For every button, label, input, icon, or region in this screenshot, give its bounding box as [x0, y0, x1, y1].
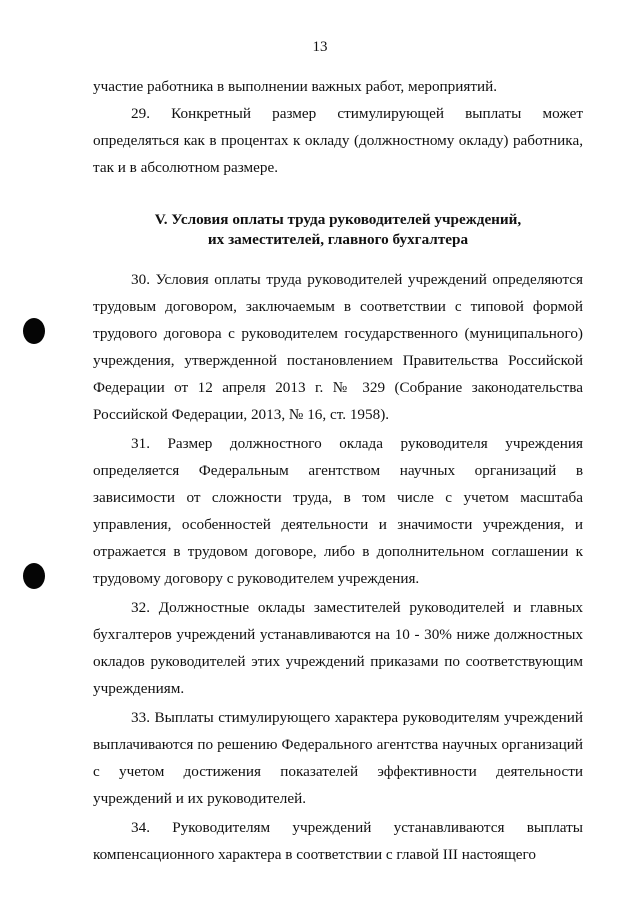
hole-punch-mark-top [23, 318, 45, 344]
section-body [93, 266, 583, 868]
section-heading-line-1: V. Условия оплаты труда руководителей учреждений, [154, 211, 522, 228]
paragraph-33: 33. Выплаты стимулирующего характера руководителям учреждений выплачиваются по решению Федерального агентства научных организаций с учетом достижения показателей эффективности деятельности учреждений и их руководителей. [93, 709, 583, 807]
intro-block [93, 73, 583, 181]
section-heading [93, 210, 583, 250]
paragraph-34: 34. Руководителям учреждений устанавливаются выплаты компенсационного характера в соответствии с главой III настоящего [93, 819, 583, 863]
page-number: 13 [312, 39, 328, 55]
section-heading-line-2: их заместителей, главного бухгалтера [207, 231, 469, 248]
hole-punch-mark-bottom [23, 563, 45, 589]
paragraph-29: 29. Конкретный размер стимулирующей выплаты может определяться как в процентах к окладу (должностному окладу) работника, так и в абсолютном размере. [93, 105, 583, 176]
paragraph-30: 30. Условия оплаты труда руководителей учреждений определяются трудовым договором, заключаемым в соответствии с типовой формой трудового договора с руководителем государственного (муниципального) учреждения, утвержденной постановлением Правительства Российской Федерации от 12 апреля 2013 г. № 329 (Собрание законодательства Российской Федерации, 2013, № 16, ст. 1958). [93, 271, 583, 423]
paragraph-32: 32. Должностные оклады заместителей руководителей и главных бухгалтеров учреждений устанавливаются на 10 - 30% ниже должностных окладов руководителей этих учреждений приказами по соответствующим учреждениям. [93, 599, 583, 697]
carryover-paragraph: участие работника в выполнении важных работ, мероприятий. [93, 78, 498, 95]
paragraph-31: 31. Размер должностного оклада руководителя учреждения определяется Федеральным агентством научных организаций в зависимости от сложности труда, в том числе с учетом масштаба управления, особенностей деятельности и значимости учреждения, и отражается в трудовом договоре, либо в дополнительном соглашении к трудовому договору с руководителем учреждения. [93, 435, 583, 587]
